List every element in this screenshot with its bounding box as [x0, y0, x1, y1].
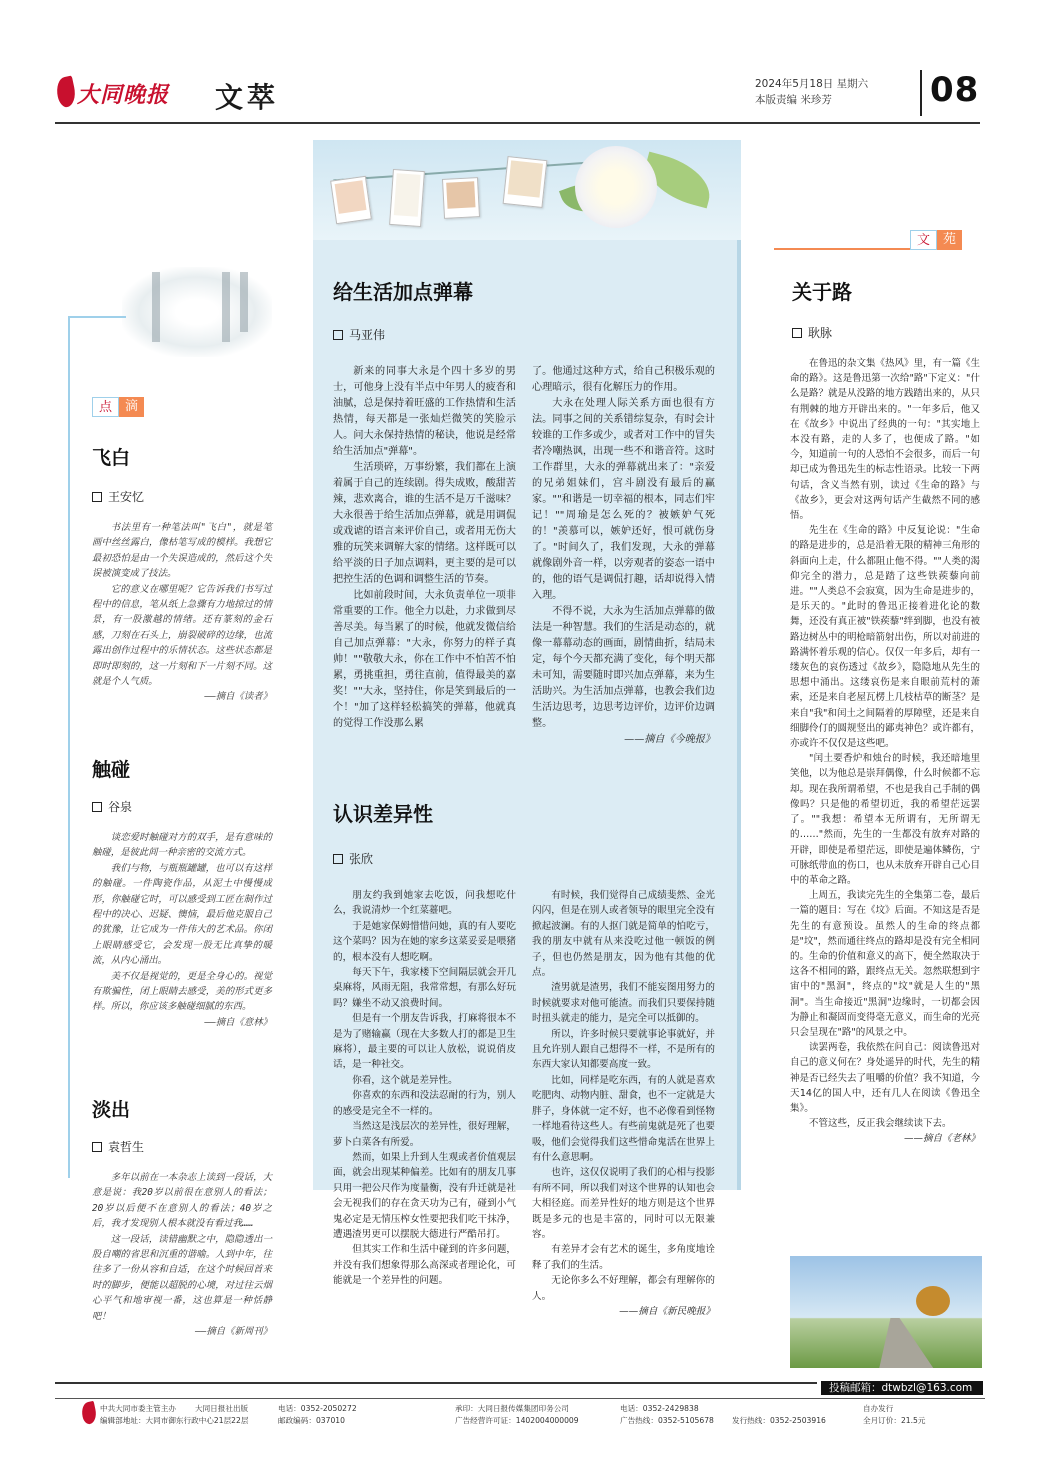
- paper-name: 大同晚报: [77, 81, 170, 108]
- paragraph: 你看，这个就是差异性。: [352, 1074, 458, 1086]
- article-body-col1: [333, 888, 516, 1289]
- paragraph: 然而，如果上升到人生观或者价值观层面，就会出现某种偏差。比如有的朋友几事只用一把公尺作为度量衡，没有升迁就是社会无视我们的存在贪天功为己有，碰到小气鬼必定是无情压榨女性要把我们吃干抹净，遭遇渣男更可以摆脱大德进行严酷吊打。: [333, 1151, 516, 1240]
- tree-icon: [916, 1286, 950, 1316]
- section-title: 文萃: [215, 81, 280, 114]
- article-source: ——摘自《读者》: [204, 691, 272, 703]
- paragraph: 不得不说，大永为生活加点弹幕的做法是一种智慧。我们的生活是动态的，就像一幕幕动态的画面，剧情曲折，结局未定，每个今天都充满了变化，每个明天都未可知，需要随时即兴加点弹幕，来为生活助兴。为生活加点弹幕，也教会我们边生活边思考，边思考边评价，边评价边调整。: [532, 606, 715, 729]
- article-title: 飞白: [92, 447, 131, 469]
- footer-cell: 编辑部地址：大同市御东行政中心21层22层: [100, 1416, 249, 1425]
- author-name: 马亚伟: [349, 328, 386, 342]
- footer-cell: 广告经营许可证：1402004000009: [455, 1416, 579, 1425]
- byline: [92, 1138, 144, 1155]
- byline: [92, 798, 132, 815]
- paragraph: 当然这是浅层次的差异性，很好理解，萝卜白菜各有所爱。: [333, 1121, 516, 1148]
- tag-char: 点: [92, 397, 119, 417]
- contribution-email: 投稿邮箱：dtwbzl@163.com: [821, 1381, 983, 1395]
- left-illustration: [112, 262, 282, 357]
- paragraph: 新来的同事大永是个四十多岁的男士，可他身上没有半点中年男人的疲沓和油腻，总是保持着旺盛的工作热情和生活热情，每天都是一张灿烂微笑的笑脸示人。问大永保持热情的秘诀，他说是经常给生活加点"弹幕"。: [333, 366, 516, 457]
- article-body: [92, 520, 272, 705]
- footer-cell: 大同日报社出版: [195, 1404, 249, 1413]
- article-source: ——摘自《老林》: [903, 1133, 980, 1145]
- author-name: 王安忆: [108, 490, 145, 504]
- article-source: ——摘自《意林》: [204, 1016, 272, 1028]
- article-title: 给生活加点弹幕: [333, 280, 473, 304]
- byline: [333, 326, 385, 343]
- left-frame: [68, 318, 70, 1178]
- left-frame-top: [68, 316, 126, 318]
- paragraph: 了。他通过这种方式，给自己积极乐观的心理暗示，很有化解压力的作用。: [532, 366, 715, 393]
- page-number: 08: [930, 70, 980, 110]
- article-title: 淡出: [92, 1099, 131, 1121]
- masthead-logo: [55, 70, 175, 116]
- author-name: 耿脉: [808, 326, 833, 340]
- paragraph: 比如，同样是吃东西，有的人就是喜欢吃肥肉、动物内脏、甜食，也不一定就是大胖子，身体就一定不好，也不必像看到怪物一样地看待这些人。有些前鬼就是死了也要吸，他们会觉得我们这些惜命鬼活在世界上有什么意思啊。: [532, 1074, 715, 1163]
- footer-rule: [55, 1398, 985, 1399]
- square-icon: [92, 1142, 102, 1152]
- flame-icon: [55, 75, 77, 111]
- footer-cell: 电话：0352-2429838: [620, 1404, 699, 1413]
- paragraph: 谈恋爱时触碰对方的双手，是有意味的触碰，是彼此间一种亲密的交流方式。: [92, 832, 272, 859]
- footer-cell: 承印：大同日报传媒集团印务公司: [455, 1404, 569, 1413]
- square-icon: [92, 492, 102, 502]
- paragraph: 书法里有一种笔法叫"飞白"，就是笔画中丝丝露白，像枯笔写成的模样。我想它最初恐怕是由一个失误造成的，然后这个失误被演变成了技法。: [92, 522, 272, 580]
- paragraph: 有差异才会有艺术的诞生，多角度地诠释了我们的生活。: [532, 1244, 715, 1271]
- paragraph: 也许，这仅仅说明了我们的心相与投影有所不同，所以我们对这个世界的认知也会大相径庭。而差异性好的地方则是这个世界既是多元的也是丰富的，同时可以无限兼容。: [532, 1167, 715, 1240]
- article-body-col1: [333, 364, 516, 732]
- hanging-photo-icon: [389, 169, 425, 227]
- footer-cell: 全月订价：21.5元: [863, 1416, 926, 1425]
- byline: [792, 324, 832, 341]
- paragraph: 读罢两卷，我依然在问自己：阅读鲁迅对自己的意义何在？身处遥异的时代，先生的精神是否已经失去了咀嚼的价值？我不知道，今天14亿的国人中，还有几人在阅读《鲁迅全集》。: [790, 1042, 981, 1114]
- byline: [333, 850, 373, 867]
- flower-icon: [575, 146, 657, 228]
- paragraph: 大永在处理人际关系方面也很有方法。同事之间的关系错综复杂，有时会计较谁的工作多或少，或者对工作中的冒失者冷嘲热讽，出现一些不和谐音符。这时工作群里，大永的弹幕就出来了："亲爱的兄弟姐妹们，宫斗剧没有最后的赢家。""和谐是一切幸福的根本，同志们牢记！""周瑜是怎么死的？被嫉妒气死的！"羡慕可以，嫉妒还好，恨可就伤身了。"时间久了，我们发现，大永的弹幕就像剧外音一样，以旁观者的姿态一语中的，他的语气是调侃打趣，话却说得入情入理。: [532, 398, 715, 601]
- tag-char: 苑: [937, 230, 962, 250]
- header-rule: [55, 122, 980, 124]
- paragraph: 每天下午，我家楼下空间隔层就会开几桌麻将，风雨无阻，我常常想，有那么好玩吗？嫌坐不动又浪费时间。: [333, 967, 516, 1009]
- footer-cell: 发行热线：0352-2503916: [732, 1416, 826, 1425]
- footer-cell: 邮政编码：037010: [278, 1416, 345, 1425]
- paragraph: 比如前段时间，大永负责单位一项非常重要的工作。他全力以赴，力求做到尽善尽美。每当累了的时候，他就发微信给自己加点弹幕："大永，你努力的样子真帅！""敬敬大永，你在工作中不怕苦不怕累，勇挑重担，勇往直前，值得最美的嘉奖！""大永，坚持住，你是笑到最后的一个！"加了这样轻松搞笑的弹幕，他就真的觉得工作没那么累: [333, 590, 516, 729]
- author-name: 袁哲生: [108, 1140, 145, 1154]
- paragraph: 生活琐碎，万事纷繁，我们都在上演着属于自己的连续剧。得失成败，酸甜苦辣，悲欢离合，谁的生活不是万千滋味？大永很善于给生活加点弹幕，就是用调侃或戏谑的语言来评价自己，或者用无伤大雅的玩笑来调解大家的情绪。这样既可以给平淡的日子加点调料，更主要的是可以把控生活的色调和调整生活的节奏。: [333, 462, 516, 585]
- paragraph: 在鲁迅的杂文集《热风》里，有一篇《生命的路》。这是鲁迅第一次给"路"下定义："什么是路？就是从没路的地方践踏出来的，从只有荆棘的地方开辟出来的。"一年多后，他又在《故乡》中说出了经典的一句："其实地上本没有路，走的人多了，也便成了路。"如今，知道前一句的人恐怕不会很多，而后一句却已成为鲁迅先生的标志性语录。比较一下两句话，含义当然有别，读过《生命的路》与《故乡》，更会对这两句话产生截然不同的感悟。: [790, 358, 981, 522]
- paragraph: 但其实工作和生活中碰到的许多问题，并没有我们想象得那么高深或者理论化，可能就是一个差异性的问题。: [333, 1244, 516, 1287]
- page-editor: 本版责编 米珍芳: [755, 94, 832, 106]
- footer-cell: 电话：0352-2050272: [278, 1404, 357, 1413]
- square-icon: [333, 854, 343, 864]
- paragraph: 不管这些，反正我会继续读下去。: [809, 1118, 952, 1130]
- author-name: 张欣: [349, 852, 374, 866]
- hanging-photo-icon: [330, 176, 372, 225]
- paragraph: 于是她家保姆惜惜问她，真的有人要吃这个菜吗？因为在她的家乡这菜妥妥是喂猪的，根本没有人想吃啊。: [333, 920, 516, 963]
- paragraph: "闰土要香炉和烛台的时候，我还暗地里笑他，以为他总是崇拜偶像，什么时候都不忘却。现在我所谓希望，不也是我自己手制的偶像吗？只是他的希望切近，我的希望茫远罢了。""我想：希望本无所谓有，无所谓无的……"然而，先生的一生都没有放弃对路的开辟，即使是希望茫远，即使是遍体鳞伤，宁可脉纸带血的伤口，也从未放弃开辟自己心目中的革命之路。: [790, 753, 981, 886]
- paragraph: 先生在《生命的路》中反复论说："生命的路是进步的，总是沿着无限的精神三角形的斜面向上走，什么都阻止他不得。""人类的渴仰完全的潜力，总是踏了这些铁蒺藜向前进。""人类总不会寂寞，因为生命是进步的，是乐天的。"此时的鲁迅正接着进化论的数舞，还没有真正被"铁蒺藜"绊到脚，也没有被路边树丛中的明枪暗箭射出伤，所以对前进的路满怀着乐观的信心。仅仅一年多后，却有一缕灰色的哀伤透过《故乡》，隐隐地从先生的思想中涌出。这缕哀伤是来自眼前荒村的萧索，还是来自老屋瓦楞上几枝枯草的断茎？是来自"我"和闰土之间隔着的厚障壁，还是来自细脚伶仃的圆规竖出的鄙夷神色？或许都有，亦或许不仅仅是这些吧。: [790, 525, 981, 750]
- square-icon: [333, 330, 343, 340]
- article-source: ——摘自《今晚报》: [624, 734, 715, 745]
- article-body-col2: [532, 364, 715, 748]
- hanging-photo-icon: [442, 177, 480, 219]
- article-title: 触碰: [92, 759, 131, 781]
- issue-info: [755, 76, 868, 108]
- header-divider: [920, 70, 922, 116]
- paragraph: 它的意义在哪里呢？它告诉我们书写过程中的信息，笔从纸上急骤有力地掠过的情景，有一股激越的情绪。还有篆刻的金石感，刀刻在石头上，崩裂破碎的边缘，也流露出创作过程中的乐情状态。这些状态都是即时即刻的，这一片刻和下一片刻不同。这就是个人气质。: [92, 583, 272, 688]
- column-tag: [910, 230, 962, 250]
- article-body: [92, 830, 272, 1030]
- square-icon: [92, 802, 102, 812]
- right-rule: [774, 248, 924, 250]
- article-body: [92, 1170, 272, 1339]
- paragraph: 上周五，我读完先生的全集第二卷，最后一篇的题目：写在《坟》后面。不知这是否是先生的有意预设。虽然人的生命的终点都是"坟"，然而通往终点的路却是没有完全相同的。生命的价值和意义的高下，便全然取决于这各不相同的路，跟终点无关。忽然联想到宇宙中的"黑洞"，终点的"坟"就是人生的"黑洞"。当生命接近"黑洞"边缘时，一切都会因为静止和凝固而变得毫无意义，而生命的光亮只会呈现在"路"的风景之中。: [790, 890, 981, 1038]
- paragraph: 这一段话，读错幽默之中，隐隐透出一股自嘲的省思和沉重的谐喻。人到中年，往往多了一份从容和自适，在这个时候回首来时的脚步，便能以超脱的心境，对过往云烟心平气和地审视一番，这也算是一种恬静吧！: [92, 1233, 272, 1322]
- footer-cell: 中共大同市委主管主办: [100, 1404, 176, 1413]
- column-tag: [92, 397, 144, 417]
- road-photo: [790, 1256, 982, 1368]
- paragraph: 美不仅是视觉的，更是全身心的。视觉有欺骗性，闭上眼睛去感受，美的形式更多样。所以，你应该多触碰细腻的东西。: [92, 970, 272, 1013]
- article-source: ——摘自《新民晚报》: [619, 1305, 715, 1317]
- byline: [92, 488, 144, 505]
- footer-cell: 自办发行: [863, 1404, 894, 1413]
- footer-cell: 广告热线：0352-5105678: [620, 1416, 714, 1425]
- footer-rule: [55, 1382, 817, 1384]
- paragraph: 多年以前在一本杂志上读到一段话，大意是说：我20岁以前很在意别人的看法；20岁以后便不在意别人的看法；40岁之后，我才发现别人根本就没有看过我……: [92, 1172, 272, 1230]
- header-illustration: [313, 140, 741, 240]
- paragraph: 无论你多么不好理解，都会有理解你的人。: [532, 1275, 715, 1302]
- paragraph: 朋友约我到她家去吃饭，问我想吃什么，我说清炒一个红菜薹吧。: [333, 890, 516, 917]
- article-source: ——摘自《新周刊》: [195, 1326, 272, 1338]
- tag-char: 滴: [119, 397, 144, 417]
- square-icon: [792, 328, 802, 338]
- article-title: 关于路: [792, 280, 852, 304]
- author-name: 谷泉: [108, 800, 133, 814]
- article-title: 认识差异性: [333, 802, 433, 826]
- paragraph: 渣男就是渣男，我们不能妄图用努力的时候就要求对他可能渣。而我们只要保持随时扭头就走的能力，是完全可以抵御的。: [532, 982, 715, 1025]
- paragraph: 但是有一个朋友告诉我，打麻将很本不是为了赌输赢（现在大多数人打的都是卫生麻将），最主要的可以让人放松，说说俏皮话，是一种社交。: [333, 1013, 516, 1071]
- paragraph: 所以，许多时候只要就事论事就好，并且允许别人跟自己想得不一样，不是所有的东西大家认知都要高度一致。: [532, 1028, 715, 1071]
- article-body: [790, 356, 980, 1147]
- paragraph: 你喜欢的东西和没法忍耐的行为，别人的感受是完全不一样的。: [333, 1090, 516, 1117]
- paragraph: 有时候，我们觉得自己成绩斐然、金光闪闪，但是在别人或者领导的眼里完全没有掀起波澜。有的人抠门就是简单的怕吃亏，我的朋友中就有从来没吃过他一顿饭的例子，但也仍然是朋友，因为他有其他的优点。: [532, 890, 715, 979]
- hanging-photo-icon: [503, 156, 548, 208]
- article-body-col2: [532, 888, 715, 1319]
- tag-char: 文: [910, 230, 937, 250]
- issue-date: 2024年5月18日 星期六: [755, 78, 869, 90]
- flame-icon: [80, 1401, 98, 1425]
- paragraph: 我们与物，与瓶瓶罐罐，也可以有这样的触碰。一件陶瓷作品，从泥土中慢慢成形，你触碰它时，可以感受到工匠在制作过程中的决心、迟疑、懊恼，最后他克服自己的犹豫，让它成为一件伟大的艺术品。你闭上眼睛感受它，会发现一股无比真挚的暖流，从内心涌出。: [92, 862, 272, 967]
